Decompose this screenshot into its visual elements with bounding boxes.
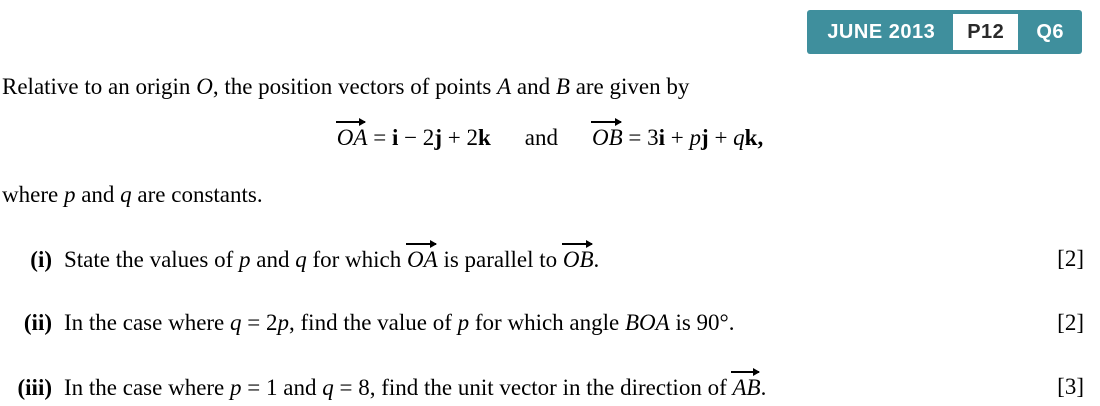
- part-i-text-3: for which: [306, 247, 408, 272]
- part-i-var-p: p: [239, 247, 251, 272]
- part-i-text-1: State the values of: [64, 247, 240, 272]
- oa-plus-term: + 2: [441, 125, 478, 150]
- vector-ob: OB: [591, 125, 623, 150]
- origin-symbol: O: [196, 74, 213, 99]
- part-iii-text-3: = 8, find the unit vector in the direction of: [333, 375, 733, 400]
- part-i-vector-ob: OB: [562, 247, 594, 272]
- ob-q-coefficient: q: [733, 125, 745, 150]
- ob-plus-1: +: [665, 125, 690, 150]
- part-ii-angle-boa: BOA: [624, 310, 670, 335]
- ob-j-unit: j: [701, 125, 709, 150]
- intro-text-and: and: [511, 74, 556, 99]
- part-i-marks: [2]: [1057, 246, 1084, 271]
- oa-j-unit: j: [434, 125, 442, 150]
- ob-i-unit: i: [658, 125, 666, 150]
- part-ii-text-2: = 2: [241, 310, 278, 335]
- oa-i-unit: i: [391, 125, 399, 150]
- badge-session: JUNE 2013: [827, 20, 936, 43]
- intro-text-middle: , the position vectors of points: [212, 74, 498, 99]
- part-iii-text-2: = 1 and: [241, 375, 323, 400]
- part-i-var-q: q: [295, 247, 307, 272]
- part-ii-var-q: q: [230, 310, 242, 335]
- ob-plus-2: +: [708, 125, 734, 150]
- part-i-text-5: .: [593, 247, 600, 272]
- where-text-before: where: [2, 182, 64, 207]
- equation-connector: and: [524, 125, 558, 150]
- ob-p-coefficient: p: [689, 125, 702, 150]
- point-a-symbol: A: [497, 74, 512, 99]
- question-part-ii: [6, 310, 735, 336]
- badge-paper: P12: [953, 14, 1018, 50]
- part-ii-var-p2: p: [457, 310, 470, 335]
- where-text-mid: and: [75, 182, 121, 207]
- part-iii-var-p: p: [230, 375, 242, 400]
- part-ii-text-1: In the case where: [64, 310, 231, 335]
- part-ii-marks: [2]: [1057, 310, 1084, 335]
- oa-k-unit: k: [477, 125, 491, 150]
- badge-question: Q6: [1036, 20, 1064, 43]
- part-iii-text-4: .: [760, 375, 767, 400]
- part-iii-text-1: In the case where: [64, 375, 231, 400]
- part-iii-marks: [3]: [1057, 374, 1084, 399]
- part-i-vector-oa: OA: [407, 247, 438, 272]
- point-b-symbol: B: [555, 74, 570, 99]
- part-i-text-4: is parallel to: [437, 247, 563, 272]
- part-ii-text-3: , find the value of: [289, 310, 458, 335]
- part-iii-var-q: q: [322, 375, 334, 400]
- part-ii-text-5: is 90°.: [669, 310, 735, 335]
- ob-equals: = 3: [622, 125, 659, 150]
- part-ii-label: (ii): [23, 310, 52, 335]
- where-p: p: [63, 182, 76, 207]
- part-iii-vector-ab: AB: [732, 375, 761, 400]
- question-intro: [2, 72, 689, 102]
- constants-note: [2, 180, 263, 210]
- part-i-text-2: and: [250, 247, 296, 272]
- vector-definitions: [0, 124, 1100, 151]
- intro-text-before: Relative to an origin: [2, 74, 197, 99]
- where-text-after: are constants.: [131, 182, 263, 207]
- intro-text-tail: are given by: [569, 74, 690, 99]
- question-part-i: [6, 246, 599, 273]
- part-i-label: (i): [30, 247, 52, 272]
- ob-k-unit: k,: [744, 125, 764, 150]
- part-iii-label: (iii): [17, 375, 52, 400]
- question-part-iii: [6, 374, 766, 401]
- part-ii-text-4: for which angle: [469, 310, 625, 335]
- oa-minus-term: − 2: [398, 125, 435, 150]
- where-q: q: [120, 182, 132, 207]
- oa-equals: =: [367, 125, 392, 150]
- part-ii-var-p: p: [277, 310, 290, 335]
- vector-oa: OA: [336, 125, 368, 150]
